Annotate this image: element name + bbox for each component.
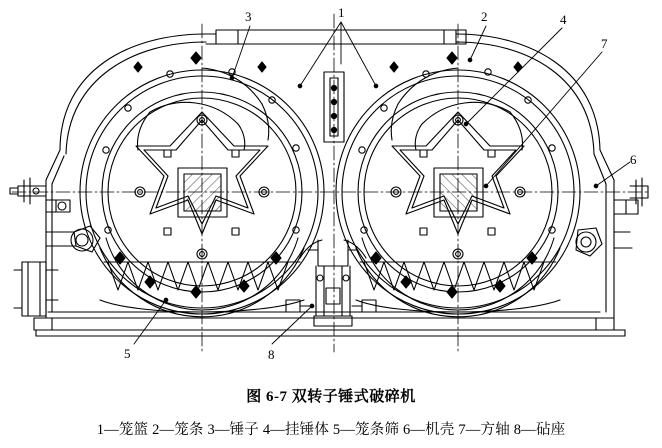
callout-6: 6 — [630, 152, 637, 167]
figure-legend: 1—笼篮 2—笼条 3—锤子 4—挂锤体 5—笼条筛 6—机壳 7—方轴 8—砧座 — [96, 422, 566, 438]
callout-8: 8 — [268, 347, 275, 362]
callout-7: 7 — [601, 36, 608, 51]
figure-caption: 图 6-7 双转子锤式破碎机 — [246, 389, 416, 405]
callout-2: 2 — [481, 9, 488, 24]
callout-4: 4 — [560, 12, 567, 27]
callout-5: 5 — [124, 346, 131, 361]
callout-1: 1 — [338, 5, 345, 20]
callout-3: 3 — [245, 9, 252, 24]
